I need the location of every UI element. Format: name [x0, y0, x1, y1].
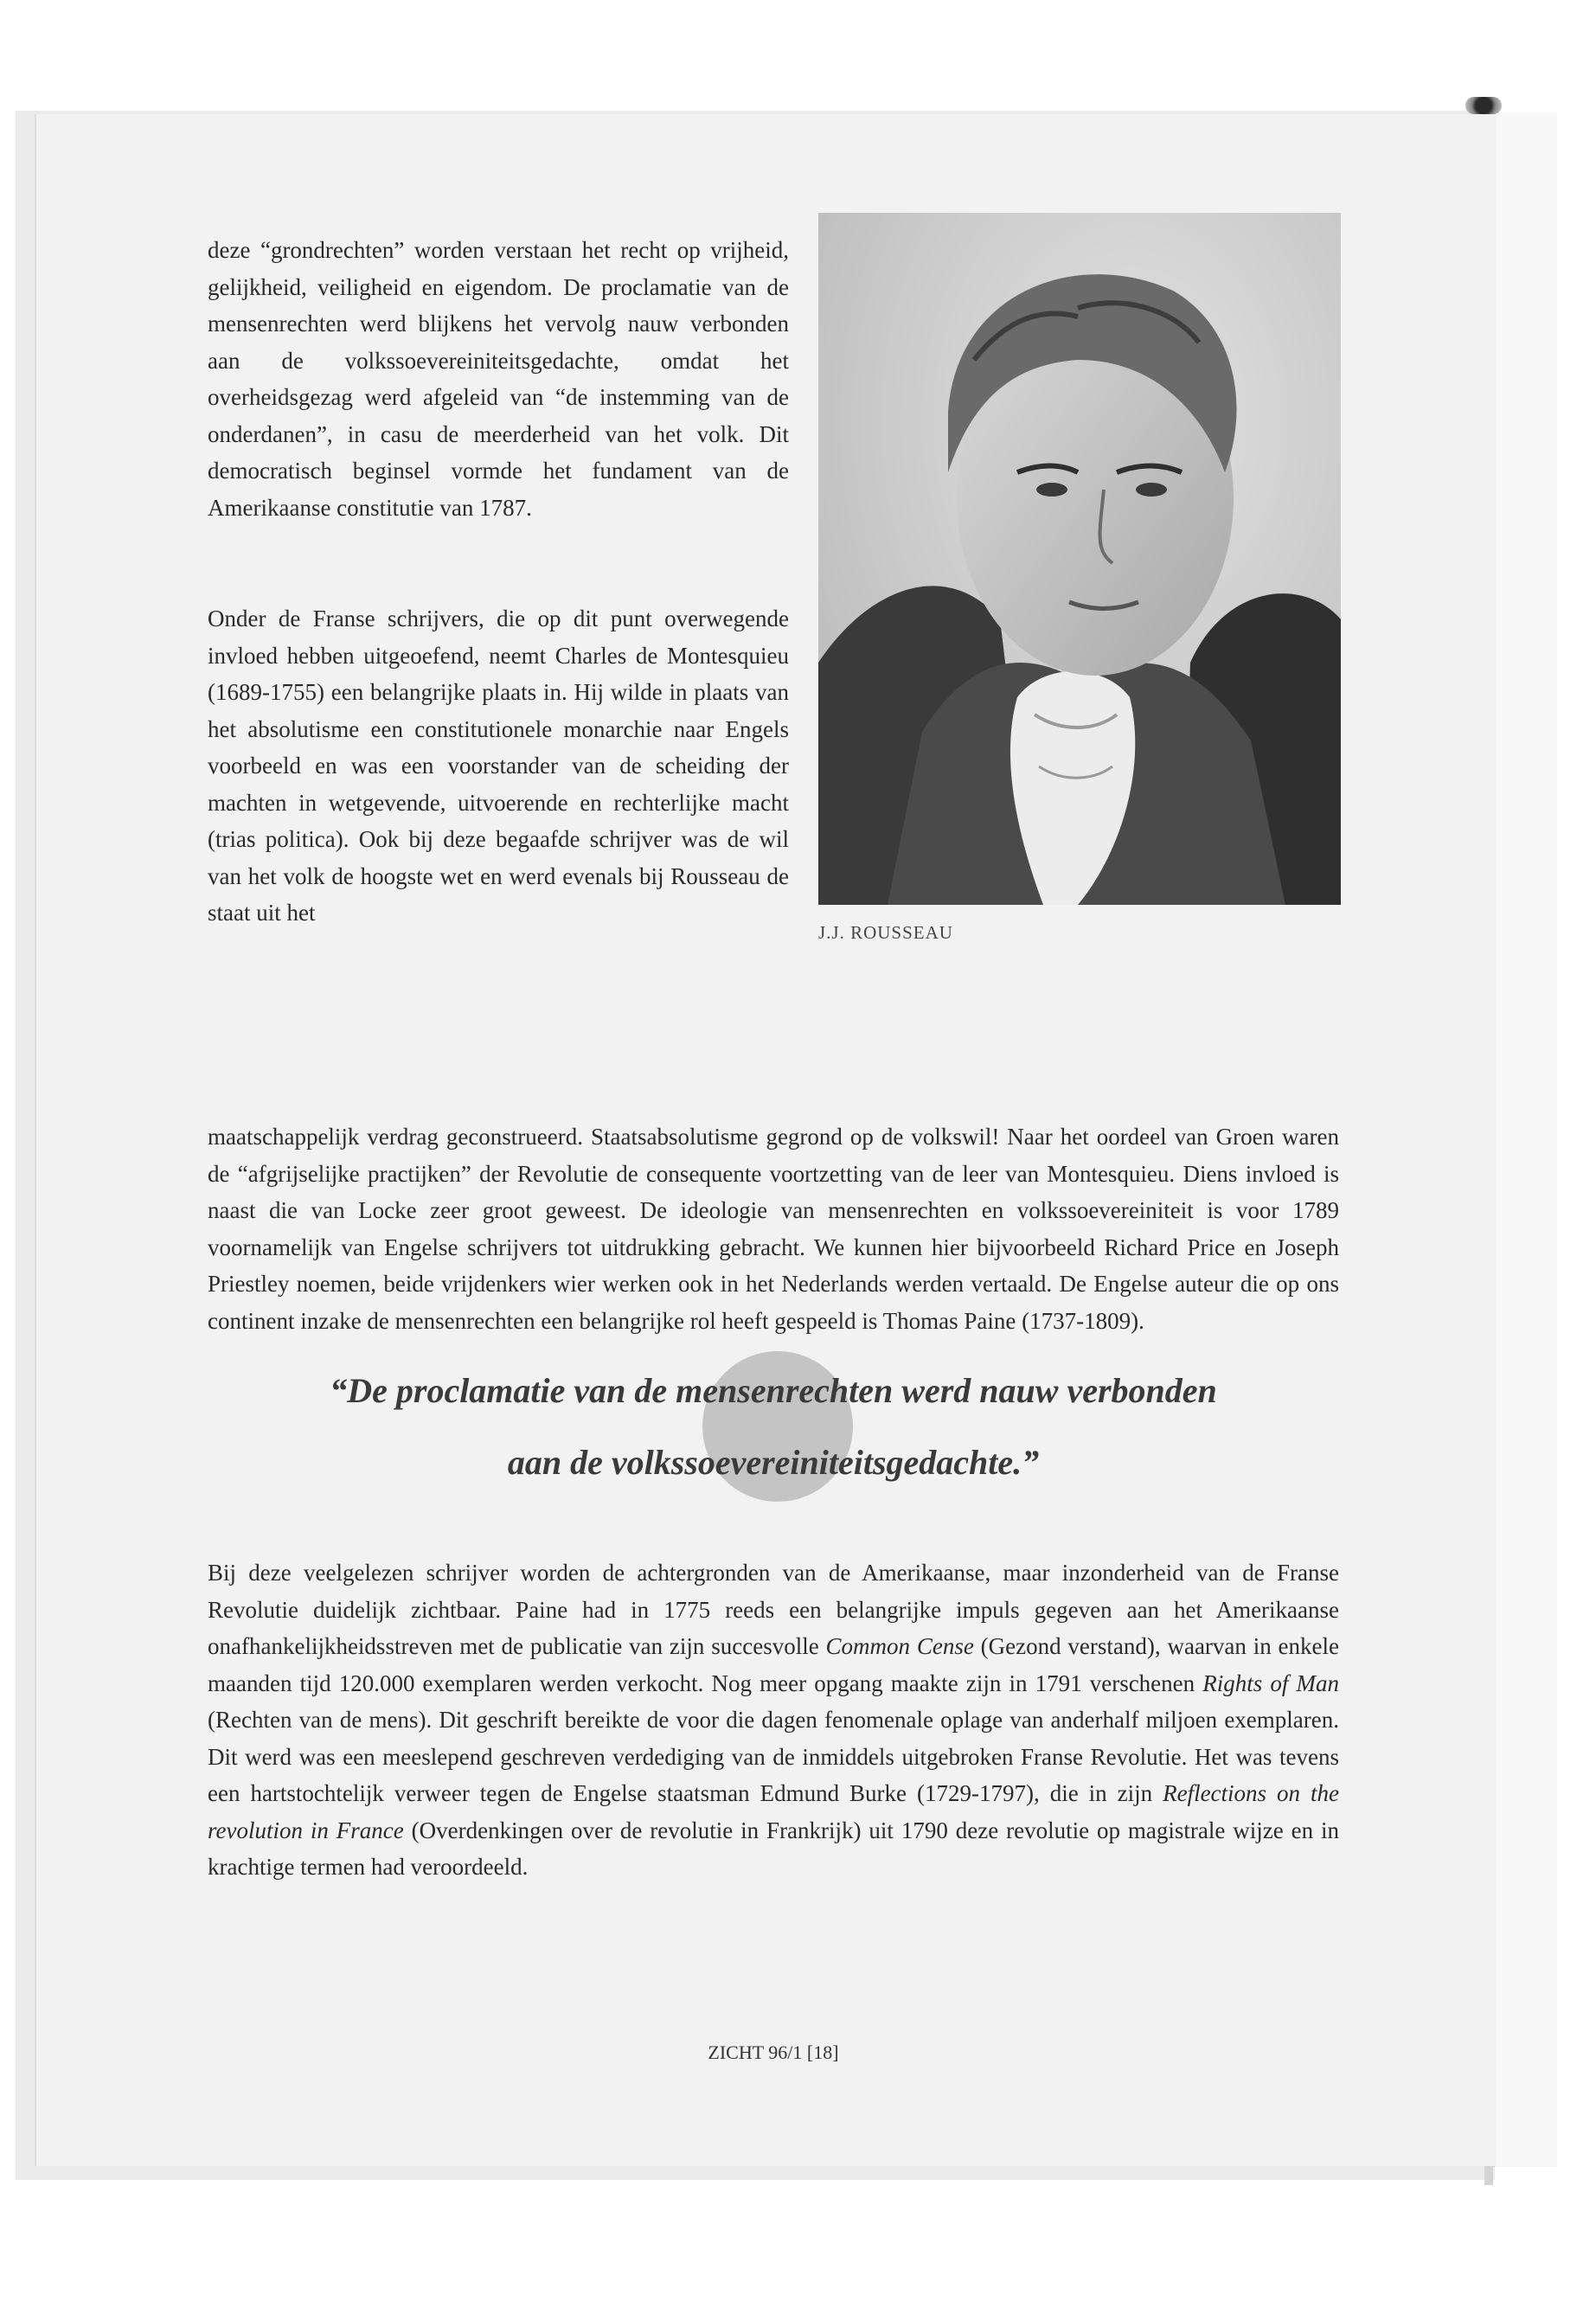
- portrait-caption: J.J. ROUSSEAU: [818, 922, 953, 943]
- pull-quote-line-2: aan de volkssoevereiniteitsgedachte.”: [507, 1443, 1040, 1482]
- portrait-engraving-icon: [818, 213, 1341, 905]
- paine-text-e: (Rechten van de mens). Dit geschrift bereikte de voor die dagen fenomenale oplage van anderhalf miljoen exemplaren. Dit werd was een meeslepend geschreven verdediging van de inmiddels uitgebroken Franse Revolutie. Het was tevens een hartstochtelijk verweer tegen de Engelse staatsman Edmund Burke (1729-1797), die in zijn: [208, 1707, 1339, 1806]
- paragraph-ideology: maatschappelijk verdrag geconstrueerd. Staatsabsolutisme gegrond op de volkswil! Naar het oordeel van Groen waren de “afgrijselijke practijken” der Revolutie de consequente voortzetting van de leer van Montesquieu. Diens invloed is naast die van Locke zeer groot geweest. De ideologie van mensenrechten en volkssoevereiniteit is voor 1789 voornamelijk van Engelse schrijvers tot uitdrukking gebracht. We kunnen hier bijvoorbeeld Richard Price en Joseph Priestley noemen, beide vrijdenkers wier werken ook in het Nederlands werden vertaald. De Engelse auteur die op ons continent inzake de mensenrechten een belangrijke rol heeft gespeeld is Thomas Paine (1737-1809).: [208, 1124, 1339, 1334]
- paragraph-montesquieu: Onder de Franse schrijvers, die op dit punt overwegende invloed hebben uitgeoefend, neemt Charles de Montesquieu (1689-1755) een belangrijke plaats in. Hij wilde in plaats van het absolutisme een constitutionele monarchie naar Engels voorbeeld en was een voorstander van de scheiding der machten in wetgevende, uitvoerende en rechterlijke macht (trias politica). Ook bij deze begaafde schrijver was de wil van het volk de hoogste wet en werd evenals bij Rousseau de staat uit het: [208, 606, 789, 926]
- paragraph-intro: deze “grondrechten” worden verstaan het recht op vrijheid, gelijkheid, veiligheid en eigendom. De proclamatie van de mensenrechten werd blijkens het vervolg nauw verbonden aan de volkssoevereiniteitsgedachte, omdat het overheidsgezag werd afgeleid van “de instemming van de onderdanen”, in casu de meerderheid van het volk. Dit democratisch beginsel vormde het fundament van de Amerikaanse constitutie van 1787.: [208, 237, 789, 521]
- paine-text-g: (Overdenkingen over de revolutie in Frankrijk) uit 1790 deze revolutie op magistrale wijze en in krachtige termen had veroordeeld.: [208, 1817, 1339, 1880]
- paragraph-paine: [208, 1554, 1339, 1886]
- page-footer: ZICHT 96/1 [18]: [708, 2041, 839, 2063]
- rousseau-portrait: [818, 213, 1341, 905]
- title-rights-of-man: Rights of Man: [1202, 1670, 1339, 1696]
- paine-text-c: (Gezond verstand), waarvan in enkele maanden tijd 120.000 exemplaren werden verkocht. Nog meer opgang maakte zijn in 1791 verschenen: [208, 1633, 1339, 1696]
- pull-quote-line-1: “De proclamatie van de mensenrechten werd nauw verbonden: [330, 1371, 1217, 1410]
- binding-clip-icon: [1465, 97, 1502, 114]
- paine-text-a: Bij deze veelgelezen schrijver worden de achtergronden van de Amerikaanse, maar inzonderheid van de Franse Revolutie duidelijk zichtbaar. Paine had in 1775 reeds een belangrijke impuls gegeven aan het Amerikaanse onafhankelijkheidsstreven met de publicatie van zijn succesvolle: [208, 1560, 1339, 1659]
- next-page-edge: [1493, 112, 1557, 2167]
- title-reflections: Reflections on the revolution in France: [208, 1780, 1339, 1843]
- title-common-cense: Common Cense: [825, 1633, 974, 1659]
